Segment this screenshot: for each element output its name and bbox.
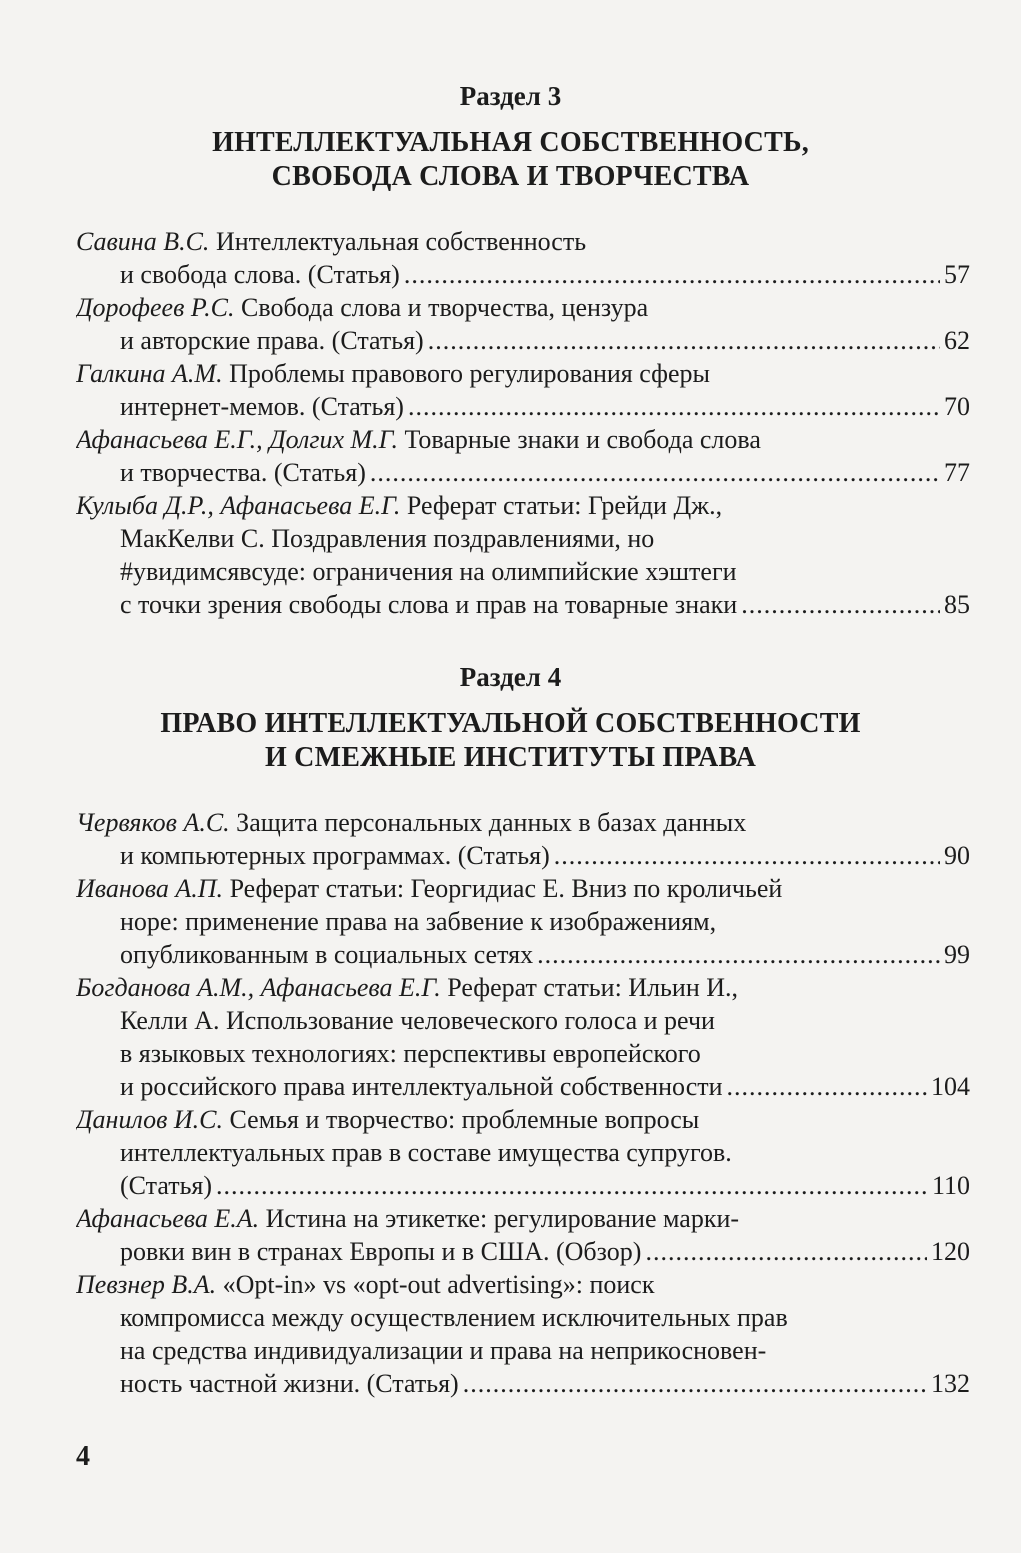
entry-page-number: 77 <box>944 458 970 487</box>
entry-last-line <box>76 1235 970 1268</box>
section-title-line: ПРАВО ИНТЕЛЛЕКТУАЛЬНОЙ СОБСТВЕННОСТИ <box>160 708 861 739</box>
leader-dots <box>428 324 940 357</box>
section-4 <box>0 661 1021 775</box>
toc-entry <box>76 806 970 872</box>
entry-title-line: интеллектуальных прав в составе имущества супругов. <box>120 1138 732 1167</box>
section-title-line: ИНТЕЛЛЕКТУАЛЬНАЯ СОБСТВЕННОСТЬ, <box>212 127 809 158</box>
entry-title-line: и компьютерных программах. (Статья) <box>120 841 550 870</box>
entry-title-line: в языковых технологиях: перспективы европейского <box>120 1039 701 1068</box>
entry-last-line <box>76 588 970 621</box>
page-number: 4 <box>76 1441 90 1472</box>
leader-dots <box>741 588 940 621</box>
entry-page-number: 99 <box>944 940 970 969</box>
entry-first-line <box>76 1268 970 1301</box>
toc-entry <box>76 489 970 621</box>
entry-last-line <box>76 324 970 357</box>
entry-title-text: Семья и творчество: проблемные вопросы <box>229 1105 700 1134</box>
entry-title-line: опубликованным в социальных сетях <box>120 940 534 969</box>
entry-title-text: Реферат статьи: Грейди Дж., <box>406 491 723 520</box>
entry-title-text: «Opt-in» vs «opt-out advertising»: поиск <box>222 1270 655 1299</box>
entry-last-line <box>76 839 970 872</box>
entry-authors: Дорофеев Р.С. <box>76 293 235 322</box>
entry-title-text: Товарные знаки и свобода слова <box>404 425 761 454</box>
section-number: Раздел 3 <box>459 81 562 111</box>
leader-dots <box>404 258 940 291</box>
entry-page-number: 85 <box>944 590 970 619</box>
entry-title-line: и творчества. (Статья) <box>120 458 366 487</box>
entry-first-line <box>76 423 970 456</box>
entry-title-line: Келли А. Использование человеческого голоса и речи <box>120 1006 715 1035</box>
entry-first-line <box>76 1202 970 1235</box>
toc-entry <box>76 971 970 1103</box>
entry-title-text: Интеллектуальная собственность <box>215 227 587 256</box>
entry-title-line: #увидимсявсуде: ограничения на олимпийские хэштеги <box>120 557 737 586</box>
entry-authors: Данилов И.С. <box>76 1105 223 1134</box>
entry-page-number: 90 <box>944 841 970 870</box>
entry-title-text: Реферат статьи: Ильин И., <box>447 973 739 1002</box>
entry-title-line: ровки вин в странах Европы и в США. (Обзор) <box>120 1237 642 1266</box>
entry-title-line: с точки зрения свободы слова и прав на товарные знаки <box>120 590 738 619</box>
entry-page-number: 132 <box>931 1369 970 1398</box>
entry-title-text: Свобода слова и творчества, цензура <box>241 293 649 322</box>
entry-authors: Богданова А.М., Афанасьева Е.Г. <box>76 973 441 1002</box>
leader-dots <box>554 839 940 872</box>
section-title-line: СВОБОДА СЛОВА И ТВОРЧЕСТВА <box>271 161 750 192</box>
entry-page-number: 120 <box>931 1237 970 1266</box>
section-title-line: И СМЕЖНЫЕ ИНСТИТУТЫ ПРАВА <box>264 742 757 773</box>
leader-dots <box>537 938 940 971</box>
section-3 <box>0 80 1021 194</box>
toc-entry <box>76 291 970 357</box>
entry-first-line <box>76 357 970 390</box>
section-3-entries <box>76 225 970 621</box>
entry-title-text: Истина на этикетке: регулирование марки- <box>265 1204 740 1233</box>
entry-last-line <box>76 1070 970 1103</box>
entry-last-line <box>76 456 970 489</box>
leader-dots <box>408 390 940 423</box>
entry-first-line <box>76 971 970 1004</box>
entry-last-line <box>76 1367 970 1400</box>
entry-title-line: МакКелви С. Поздравления поздравлениями, но <box>120 524 655 553</box>
entry-first-line <box>76 489 970 522</box>
entry-last-line <box>76 258 970 291</box>
toc-entry <box>76 872 970 971</box>
entry-page-number: 62 <box>944 326 970 355</box>
toc-entry <box>76 1268 970 1400</box>
toc-entry <box>76 1103 970 1202</box>
entry-authors: Савина В.С. <box>76 227 210 256</box>
entry-title-text: Защита персональных данных в базах данных <box>236 808 747 837</box>
entry-authors: Афанасьева Е.Г., Долгих М.Г. <box>76 425 398 454</box>
toc-entry <box>76 357 970 423</box>
entry-first-line <box>76 806 970 839</box>
entry-title-line: и свобода слова. (Статья) <box>120 260 400 289</box>
entry-first-line <box>76 872 970 905</box>
entry-title-line: ность частной жизни. (Статья) <box>120 1369 459 1398</box>
leader-dots <box>370 456 940 489</box>
entry-authors: Афанасьева Е.А. <box>76 1204 260 1233</box>
entry-title-line: компромисса между осуществлением исключительных прав <box>120 1303 788 1332</box>
entry-last-line <box>76 938 970 971</box>
entry-title-text: Реферат статьи: Георгидиас Е. Вниз по кроличьей <box>229 874 783 903</box>
entry-authors: Кулыба Д.Р., Афанасьева Е.Г. <box>76 491 401 520</box>
entry-authors: Галкина А.М. <box>76 359 223 388</box>
leader-dots <box>645 1235 927 1268</box>
toc-entry <box>76 1202 970 1268</box>
entry-title-line: интернет-мемов. (Статья) <box>120 392 404 421</box>
section-title <box>0 707 1021 775</box>
section-4-entries <box>76 806 970 1400</box>
entry-page-number: 104 <box>931 1072 970 1101</box>
entry-title-line: на средства индивидуализации и права на неприкосновен- <box>120 1336 767 1365</box>
leader-dots <box>216 1169 928 1202</box>
entry-title-line: норе: применение права на забвение к изображениям, <box>120 907 717 936</box>
section-number: Раздел 4 <box>459 662 562 692</box>
leader-dots <box>463 1367 927 1400</box>
entry-first-line <box>76 291 970 324</box>
entry-authors: Червяков А.С. <box>76 808 230 837</box>
entry-page-number: 110 <box>931 1171 970 1200</box>
section-title <box>0 126 1021 194</box>
entry-title-line: и российского права интеллектуальной собственности <box>120 1072 723 1101</box>
entry-page-number: 57 <box>944 260 970 289</box>
entry-last-line <box>76 1169 970 1202</box>
toc-entry <box>76 423 970 489</box>
toc-entry <box>76 225 970 291</box>
entry-title-line: и авторские права. (Статья) <box>120 326 424 355</box>
entry-authors: Иванова А.П. <box>76 874 224 903</box>
entry-first-line <box>76 225 970 258</box>
entry-page-number: 70 <box>944 392 970 421</box>
leader-dots <box>727 1070 927 1103</box>
entry-title-text: Проблемы правового регулирования сферы <box>229 359 710 388</box>
entry-last-line <box>76 390 970 423</box>
entry-authors: Певзнер В.А. <box>76 1270 217 1299</box>
entry-title-line: (Статья) <box>120 1171 213 1200</box>
entry-first-line <box>76 1103 970 1136</box>
